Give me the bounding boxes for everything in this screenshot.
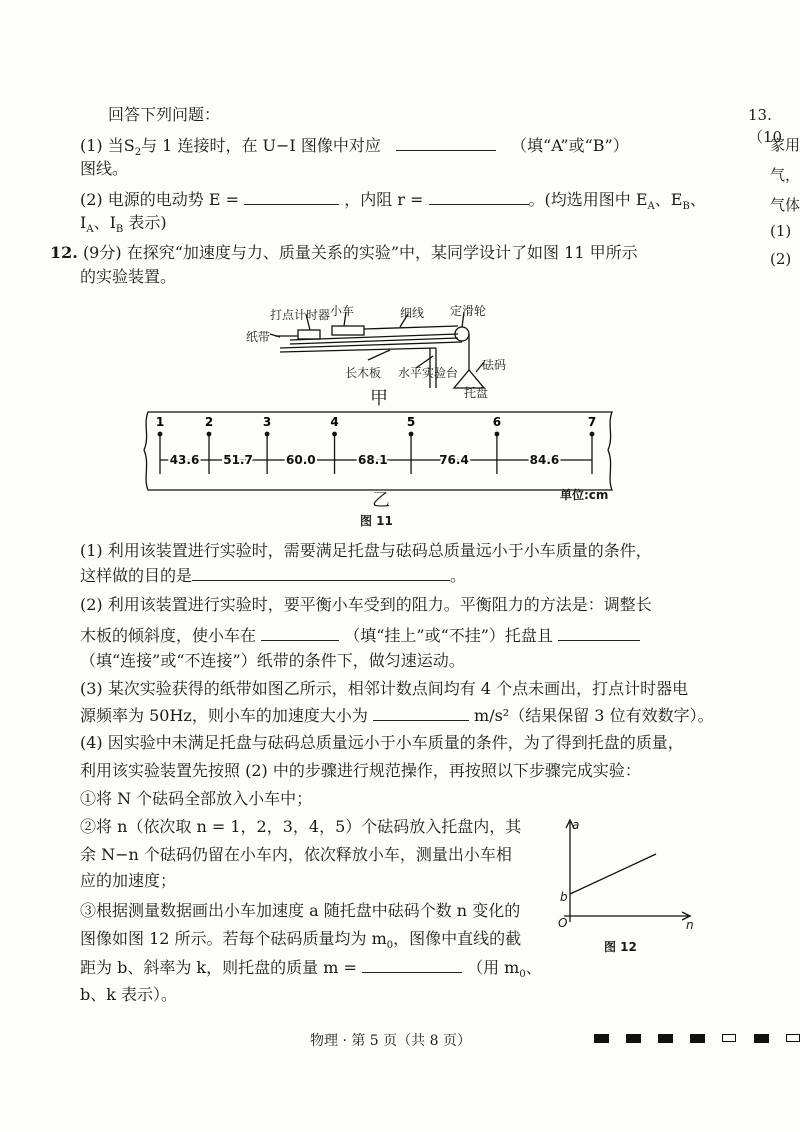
tape-point — [265, 432, 270, 437]
q12-step2: ②将 n（依次取 n = 1，2，3，4，5）个砝码放入托盘内，其 — [80, 817, 522, 836]
intercept-label: b — [560, 890, 568, 904]
tape-point — [158, 432, 163, 437]
q13-number: 13.（10 — [748, 106, 783, 146]
tape-point-label: 4 — [330, 415, 339, 429]
prev-intro: 回答下列问题： — [108, 105, 221, 124]
tape-point-label: 1 — [155, 415, 165, 429]
q12-part2: (2) 利用该装置进行实验时，要平衡小车受到的阻力。平衡阻力的方法是：调整长 — [80, 595, 652, 614]
answer-blank[interactable] — [558, 624, 640, 641]
q12-part1: (1) 利用该装置进行实验时，需要满足托盘与砝码总质量远小于小车质量的条件， — [80, 541, 652, 560]
axis-n-label: n — [686, 918, 694, 932]
q13-line2: 气， — [770, 166, 800, 184]
answer-blank[interactable] — [396, 134, 496, 151]
figure-12-caption: 图 12 — [604, 940, 637, 954]
q12-step3-d: b、k 表示）。 — [80, 985, 178, 1004]
q12-part1-b: 这样做的目的是 。 — [80, 566, 467, 585]
q12-stem2: 的实验装置。 — [80, 267, 177, 286]
q12-part2-b: 木板的倾斜度，使小车在 （填“挂上”或“不挂”）托盘且 — [80, 624, 640, 647]
q12-part3-b: 源频率为 50Hz，则小车的加速度大小为 m/s²（结果保留 3 位有效数字）。 — [80, 706, 714, 725]
tape-gap-label: 60.0 — [286, 453, 316, 467]
axis-a-label: a — [572, 818, 580, 832]
q12-stem: 12. (9分) 在探究“加速度与力、质量关系的实验”中，某同学设计了如图 11 甲所示 — [50, 243, 638, 262]
answer-blank[interactable] — [362, 956, 462, 973]
tape-point-label: 5 — [406, 415, 416, 429]
answer-blank[interactable] — [429, 188, 529, 205]
q12-step3: ③根据测量数据画出小车加速度 a 随托盘中砝码个数 n 变化的 — [80, 901, 521, 920]
figure-12-graph — [550, 816, 700, 936]
prev-q1-line: (1) 当$S_2$与 1 连接时，在 U−I 图像中对应 （填“A”或“B”） — [80, 136, 629, 159]
label-timer: 打点计时器 — [270, 308, 331, 322]
label-cart: 小车 — [330, 304, 355, 318]
q12-part4: (4) 因实验中未满足托盘与砝码总质量远小于小车质量的条件，为了得到托盘的质量， — [80, 733, 684, 752]
registration-mark-filled — [626, 1034, 641, 1043]
tape-point-label: 7 — [587, 415, 597, 429]
label-pulley: 定滑轮 — [450, 304, 487, 318]
tape-gap-label: 84.6 — [529, 453, 560, 467]
tape-point — [590, 432, 595, 437]
tape-point-label: 2 — [204, 415, 214, 429]
tape-gap-label: 76.4 — [439, 453, 469, 467]
caption-yi: 乙 — [372, 490, 390, 511]
answer-blank[interactable] — [192, 564, 450, 581]
q13-part2: (2) — [770, 250, 792, 268]
figure-11-caption: 图 11 — [360, 514, 393, 528]
q12-part2-c: （填“连接”或“不连接”）纸带的条件下，做匀速运动。 — [80, 651, 465, 670]
caption-jia: 甲 — [370, 388, 388, 409]
q12-part3: (3) 某次实验获得的纸带如图乙所示，相邻计数点间均有 4 个点未画出，打点计时器电 — [80, 679, 689, 698]
registration-mark-filled — [754, 1034, 769, 1043]
tape-point — [409, 432, 414, 437]
paper-tape — [140, 410, 620, 492]
tape-gap-label: 43.6 — [169, 453, 200, 467]
label-tray: 托盘 — [464, 386, 489, 400]
origin-label: O — [558, 916, 568, 930]
page-footer: 物理 · 第 5 页（共 8 页） — [310, 1033, 471, 1049]
tape-gap-label: 51.7 — [223, 453, 253, 467]
prev-q2-line: (2) 电源的电动势 E = ，内阻 r = 。(均选用图中 $E_A$、$E_B$、 — [80, 190, 706, 213]
label-weight: 砝码 — [482, 358, 507, 372]
tape-point-label: 3 — [262, 415, 272, 429]
answer-blank[interactable] — [244, 188, 339, 205]
registration-mark-empty — [786, 1034, 800, 1042]
q12-step3-c: 距为 b、斜率为 k，则托盘的质量 m = （用 $m_0$、 — [80, 958, 542, 981]
tape-point — [207, 432, 212, 437]
tape-unit: 单位:cm — [560, 488, 609, 502]
registration-mark-empty — [722, 1034, 736, 1042]
prev-q2-line2: $I_A$、$I_B$ 表示) — [80, 213, 167, 236]
label-tape: 纸带 — [246, 330, 271, 344]
answer-blank[interactable] — [261, 624, 339, 641]
q12-step3-b: 图像如图 12 所示。若每个砝码质量均为 $m_0$，图像中直线的截 — [80, 929, 522, 952]
q13-line1: 家用 — [770, 136, 800, 154]
label-string: 细线 — [400, 306, 425, 320]
registration-mark-filled — [690, 1034, 705, 1043]
label-table: 水平实验台 — [398, 366, 459, 380]
tape-point-label: 6 — [492, 415, 502, 429]
answer-blank[interactable] — [373, 704, 469, 721]
tape-gap-label: 68.1 — [357, 453, 388, 467]
q13-part1: (1) — [770, 222, 792, 240]
q12-step1: ①将 N 个砝码全部放入小车中； — [80, 789, 313, 808]
registration-mark-filled — [658, 1034, 673, 1043]
registration-marks — [594, 1034, 800, 1046]
q12-part4-b: 利用该实验装置先按照 (2) 中的步骤进行规范操作，再按照以下步骤完成实验： — [80, 761, 641, 780]
q12-step2-b: 余 N−n 个砝码仍留在小车内，依次释放小车，测量出小车相 — [80, 845, 512, 864]
registration-mark-filled — [594, 1034, 609, 1043]
q12-step2-c: 应的加速度； — [80, 871, 177, 890]
label-board: 长木板 — [345, 366, 382, 380]
tape-point — [495, 432, 500, 437]
tape-point — [332, 432, 337, 437]
q13-line3: 气体 — [770, 196, 800, 214]
prev-q1-line2: 图线。 — [80, 159, 129, 178]
